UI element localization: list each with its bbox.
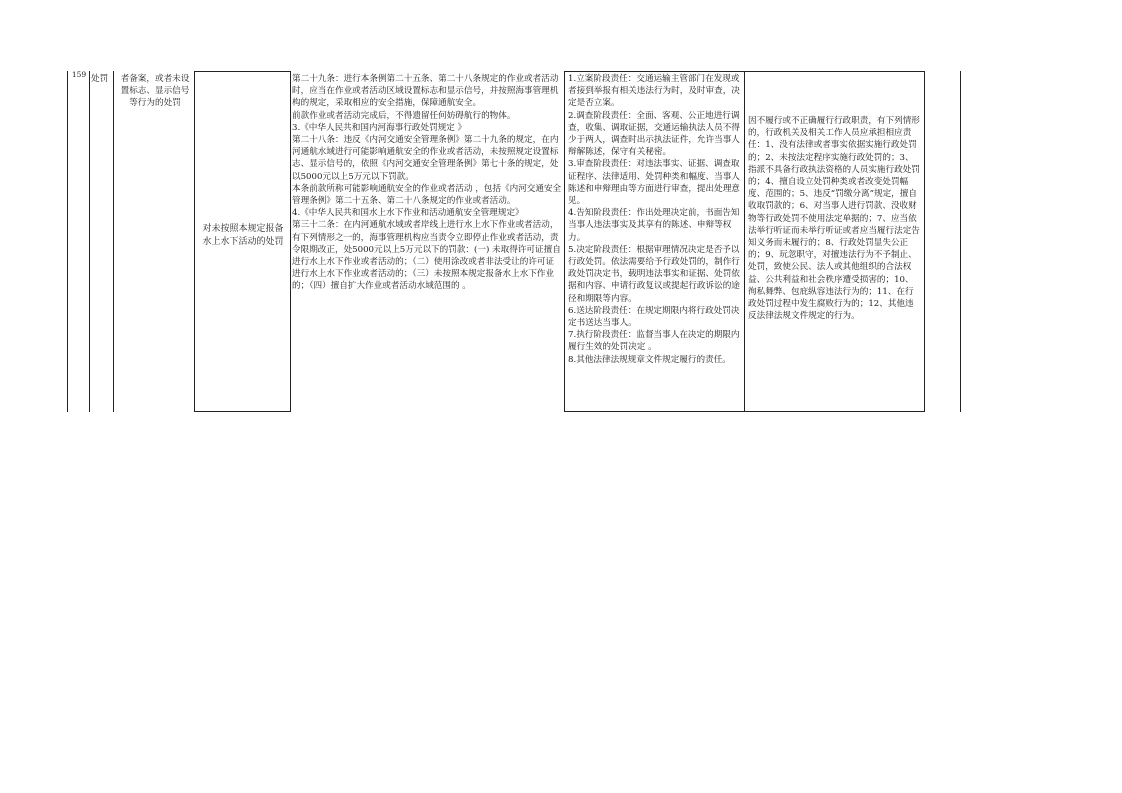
responsibility-item: 5.决定阶段责任：根据审理情况决定是否予以行政处罚。依法需要给予行政处罚的，制作行政处罚决定书，载明违法事实和证据、处罚依据和内容、申请行政复议或提起行政诉讼的途径和期限等内容。 bbox=[568, 244, 740, 304]
accountability-text: 因不履行或不正确履行行政职责，有下列情形的，行政机关及相关工作人员应承担相应责任：1、没有法律或者事实依据实施行政处罚的；2、未按法定程序实施行政处罚的；3、指派不具备行政执法资格的人员实施行政处罚的；4、擅自设立处罚种类或者改变处罚幅度、范围的；5、违反“罚缴分离”规定，擅自收取罚款的；6、对当事人进行罚款、没收财物等行政处罚不使用法定单据的；7、应当依法举行听证而未举行听证或者应当履行法定告知义务而未履行的；8、行政处罚显失公正的；9、玩忽职守，对擅违法行为不予制止、处罚，致使公民、法人或其他组织的合法权益、公共利益和社会秩序遭受损害的；10、徇私舞弊、包庇纵容违法行为的；11、在行政处罚过程中发生腐败行为的；12、其他违反法律法规文件规定的行为。 bbox=[748, 116, 920, 322]
basis-paragraph: 4.《中华人民共和国水上水下作业和活动通航安全管理规定》 bbox=[292, 208, 524, 219]
responsibility-item: 7.执行阶段责任：监督当事人在决定的期限内履行生效的处罚决定 。 bbox=[568, 330, 740, 353]
basis-paragraph: 第二十八条：违反《内河交通安全管理条例》第二十九条的规定，在内河通航水域进行可能影响通航安全的作业或者活动，未按照规定设置标志、显示信号的，依照《内河交通安全管理条例》第七十条的规定，处以5000元以上5万元以下罚款。 bbox=[292, 135, 559, 182]
table-sheet bbox=[67, 71, 961, 412]
row-category: 处罚 bbox=[91, 74, 109, 84]
row-number: 159 bbox=[71, 71, 87, 79]
grid-line bbox=[960, 71, 961, 412]
legal-basis bbox=[292, 73, 562, 293]
basis-paragraph: 第二十九条：进行本条例第二十五条、第二十八条规定的作业或者活动时，应当在作业或者活动区域设置标志和显示信号，并按照海事管理机构的规定，采取相应的安全措施，保障通航安全。 bbox=[292, 74, 559, 109]
sub-item-name: 对未按照本规定报备水上水下活动的处罚 bbox=[202, 224, 284, 247]
responsibility-list bbox=[568, 73, 742, 366]
responsibility-item: 3.审查阶段责任：对违法事实、证据、调查取证程序、法律适用、处罚种类和幅度、当事人陈述和申辩理由等方面进行审查，提出处理意见。 bbox=[568, 159, 740, 207]
grid-line bbox=[89, 71, 90, 412]
basis-paragraph: 本条前款所称可能影响通航安全的作业或者活动 ，包括《内河交通安全管理条例》第二十五条、第二十八条规定的作业或者活动。 bbox=[292, 183, 562, 207]
responsibility-item: 4.告知阶段责任：作出处理决定前，书面告知当事人违法事实及其享有的陈述、申辩等权力。 bbox=[568, 208, 740, 243]
basis-paragraph: 第三十二条：在内河通航水域或者岸线上进行水上水下作业或者活动，有下列情形之一的，海事管理机构应当责令立即停止作业或者活动，责令限期改正，处5000元以上5万元以下的罚款：(一) 未取得许可证擅自进行水上水下作业或者活动的；（二）使用涂改或者非法受让的许可证进行水上水下作业或者活动的；（三）未按照本规定报备水上水下作业的；（四）擅自扩大作业或者活动水域范围的 。 bbox=[292, 220, 561, 292]
item-name: 者备案，或者未设置标志、显示信号等行为的处罚 bbox=[120, 74, 190, 109]
grid-line bbox=[113, 71, 114, 412]
responsibility-item: 6.送达阶段责任：在规定期限内将行政处罚决定书送达当事人。 bbox=[568, 305, 740, 329]
responsibility-item: 1.立案阶段责任：交通运输主管部门在发现或者接到举报有相关违法行为时，及时审查，决定是否立案。 bbox=[568, 74, 740, 109]
grid-line bbox=[67, 71, 68, 412]
responsibility-item: 2.调查阶段责任：全面、客观、公正地进行调查，收集、调取证据，交通运输执法人员不得少于两人，调查时出示执法证件，允许当事人辩解陈述，保守有关秘密。 bbox=[568, 110, 740, 158]
basis-paragraph: 3.《中华人民共和国内河海事行政处罚规定 》 bbox=[292, 122, 467, 133]
basis-paragraph: 前款作业或者活动完成后，不得遗留任何妨碍航行的物体。 bbox=[292, 110, 516, 121]
responsibility-item: 8.其他法律法规规章文件规定履行的责任。 bbox=[568, 354, 731, 365]
